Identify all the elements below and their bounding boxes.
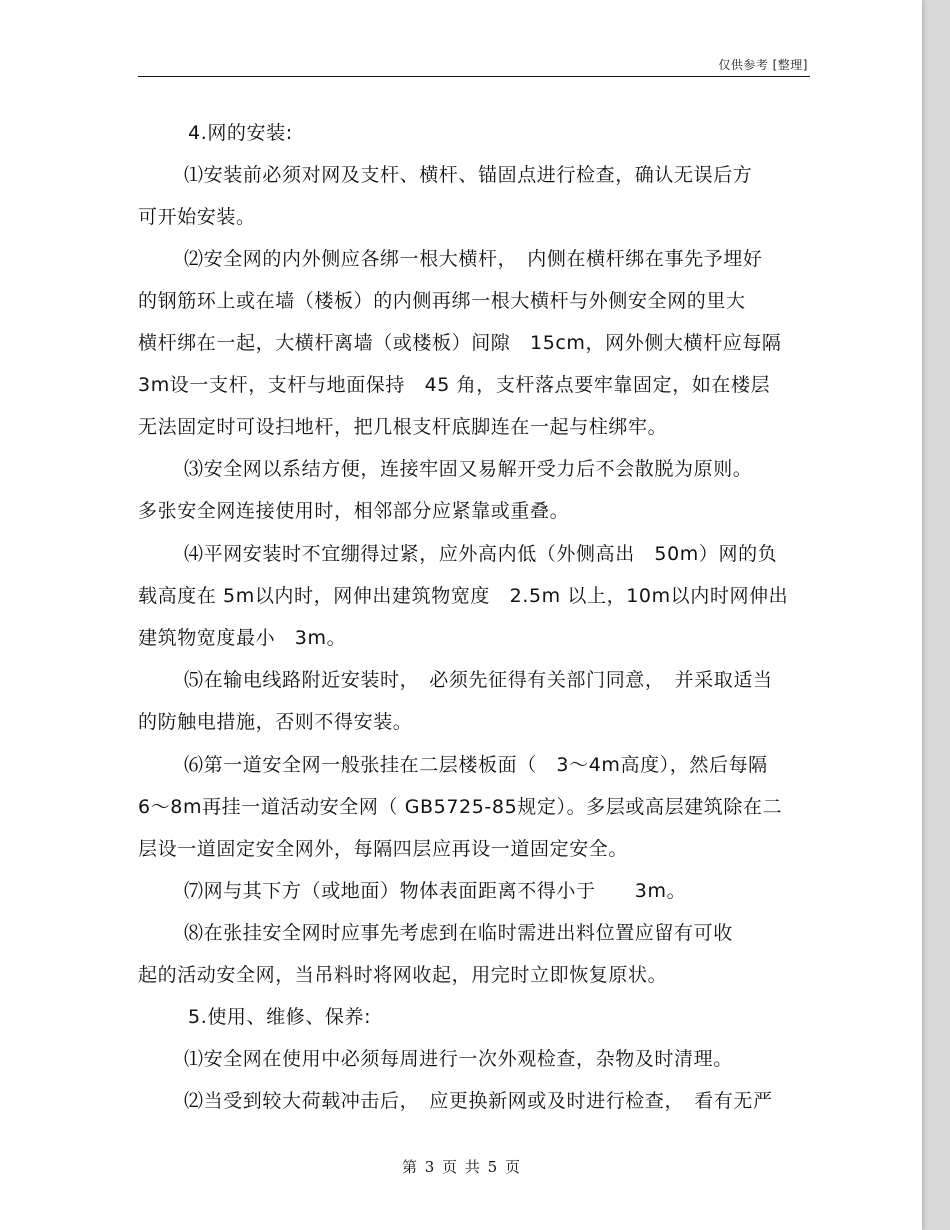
paragraph-line: ⑵当受到较大荷载冲击后， 应更换新网或及时进行检查， 看有无严 — [184, 1090, 773, 1112]
paragraph-line: ⑺网与其下方（或地面）物体表面距离不得小于 3m。 — [184, 880, 687, 902]
paragraph-line: 建筑物宽度最小 3m。 — [138, 627, 347, 649]
paragraph-line: ⑶安全网以系结方便，连接牢固又易解开受力后不会散脱为原则。 — [184, 458, 753, 480]
paragraph-line: 载高度在 5m以内时，网伸出建筑物宽度 2.5m 以上，10m以内时网伸出 — [138, 585, 789, 607]
paragraph-line: ⑹第一道安全网一般张挂在二层楼板面（ 3～4m高度），然后每隔 — [184, 754, 768, 776]
header-note: 仅供参考 [整理] — [718, 58, 808, 72]
paragraph-line: 6～8m再挂一道活动安全网（ GB5725-85规定）。多层或高层建筑除在二 — [138, 796, 783, 818]
paragraph-line: 起的活动安全网，当吊料时将网收起，用完时立即恢复原状。 — [138, 964, 668, 986]
paragraph-line: ⑵安全网的内外侧应各绑一根大横杆， 内侧在横杆绑在事先予埋好 — [184, 248, 763, 270]
page-number-footer: 第 3 页 共 5 页 — [402, 1158, 520, 1176]
section-heading: 4.网的安装: — [188, 122, 293, 144]
paragraph-line: 3m设一支杆，支杆与地面保持 45 角，支杆落点要牢靠固定，如在楼层 — [138, 374, 771, 396]
paragraph-line: 的防触电措施，否则不得安装。 — [138, 711, 413, 733]
paragraph-line: 层设一道固定安全网外，每隔四层应再设一道固定安全。 — [138, 838, 629, 860]
paragraph-line: 可开始安装。 — [138, 206, 256, 228]
paragraph-line: 多张安全网连接使用时，相邻部分应紧靠或重叠。 — [138, 500, 570, 522]
paragraph-line: ⑷平网安装时不宜绷得过紧，应外高内低（外侧高出 50m）网的负 — [184, 543, 778, 565]
paragraph-line: ⑸在输电线路附近安装时， 必须先征得有关部门同意， 并采取适当 — [184, 669, 773, 691]
paragraph-line: ⑻在张挂安全网时应事先考虑到在临时需进出料位置应留有可收 — [184, 922, 733, 944]
paragraph-line: 无法固定时可设扫地杆，把几根支杆底脚连在一起与柱绑牢。 — [138, 416, 668, 438]
paragraph-line: ⑴安全网在使用中必须每周进行一次外观检查，杂物及时清理。 — [184, 1048, 733, 1070]
paragraph-line: 的钢筋环上或在墙（楼板）的内侧再绑一根大横杆与外侧安全网的里大 — [138, 290, 746, 312]
paragraph-line: 横杆绑在一起，大横杆离墙（或楼板）间隙 15cm，网外侧大横杆应每隔 — [138, 332, 782, 354]
section-heading: 5.使用、维修、保养: — [188, 1006, 372, 1028]
header-rule — [138, 76, 810, 77]
paragraph-line: ⑴安装前必须对网及支杆、横杆、锚固点进行检查，确认无误后方 — [184, 164, 753, 186]
